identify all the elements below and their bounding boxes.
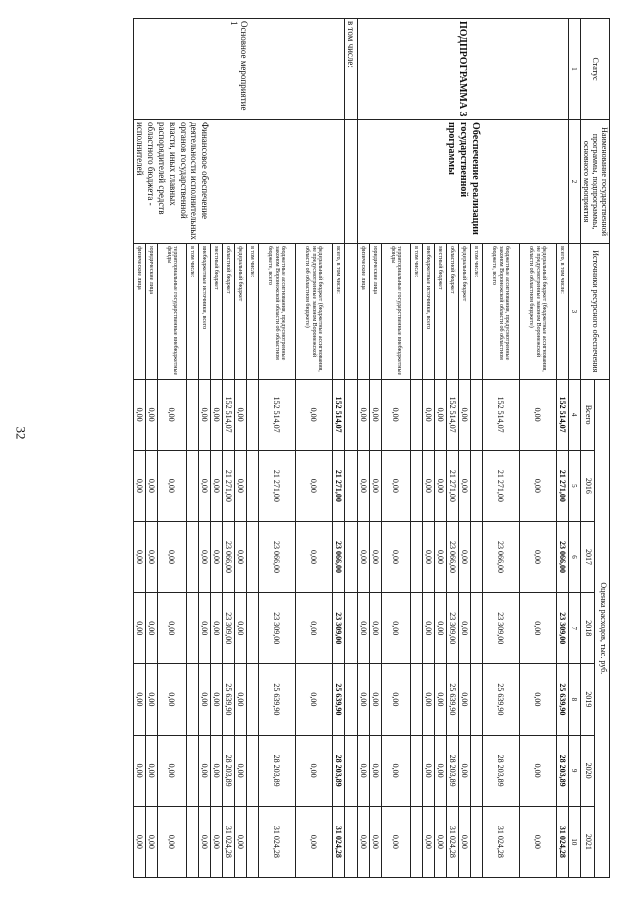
year-value-cell: 0,00 [157,593,186,664]
total-value-cell: 0,00 [145,379,157,450]
header-estimate: Оценка расходов, тыс. руб. [595,379,610,877]
header-year: 2021 [580,806,595,877]
year-value-cell: 0,00 [145,521,157,592]
year-value-cell: 21 271,00 [332,450,344,521]
page-number: 32 [13,426,29,440]
year-value-cell: 0,00 [295,735,332,806]
year-value-cell: 0,00 [145,593,157,664]
year-value-cell: 0,00 [198,521,210,592]
funding-source-cell: в том числе: [246,244,258,380]
funding-source-cell: юридические лица [369,244,381,380]
total-value-cell: 152 514,07 [446,379,458,450]
year-value-cell: 0,00 [369,806,381,877]
year-value-cell: 0,00 [157,521,186,592]
header-name: Наименование государственной программы, подпрограммы, основного мероприятия [580,120,609,244]
total-value-cell: 0,00 [133,379,145,450]
budget-table [133,18,610,878]
year-value-cell: 0,00 [133,450,145,521]
year-value-cell [410,450,422,521]
year-value-cell: 0,00 [357,593,369,664]
empty-cell [344,244,357,380]
year-value-cell: 0,00 [381,521,410,592]
year-value-cell [186,806,198,877]
year-value-cell: 0,00 [422,806,434,877]
year-value-cell [186,521,198,592]
year-value-cell: 0,00 [519,735,556,806]
year-value-cell: 25 639,90 [258,664,295,735]
total-value-cell: 0,00 [198,379,210,450]
year-value-cell: 23 309,00 [482,593,519,664]
column-number: 1 [568,19,580,120]
year-value-cell [246,664,258,735]
year-value-cell: 21 271,00 [446,450,458,521]
year-value-cell: 0,00 [381,735,410,806]
funding-source-cell: федеральный бюджет (бюджетные ассигнования, не предусмотренные законом Воронежской области об областном бюджете) [295,244,332,380]
year-value-cell: 0,00 [198,450,210,521]
total-value-cell [246,379,258,450]
year-value-cell [410,593,422,664]
empty-cell [344,806,357,877]
year-value-cell: 0,00 [434,806,446,877]
year-value-cell: 0,00 [210,735,222,806]
empty-cell [344,120,357,244]
year-value-cell: 0,00 [234,593,246,664]
year-value-cell [246,593,258,664]
year-value-cell: 0,00 [210,521,222,592]
total-value-cell: 0,00 [210,379,222,450]
year-value-cell: 25 639,90 [446,664,458,735]
year-value-cell [246,450,258,521]
year-value-cell: 0,00 [234,735,246,806]
subprogram-block [357,19,568,878]
year-value-cell: 0,00 [357,664,369,735]
year-value-cell: 0,00 [369,664,381,735]
year-value-cell: 0,00 [381,664,410,735]
header-year: 2020 [580,735,595,806]
year-value-cell [470,450,482,521]
year-value-cell [186,593,198,664]
year-value-cell: 31 024,28 [446,806,458,877]
empty-cell [344,735,357,806]
year-value-cell: 0,00 [210,664,222,735]
year-value-cell: 0,00 [295,593,332,664]
funding-source-cell: в том числе: [186,244,198,380]
year-value-cell: 0,00 [145,735,157,806]
column-number: 6 [568,521,580,592]
year-value-cell: 0,00 [133,664,145,735]
total-value-cell [186,379,198,450]
empty-cell [344,664,357,735]
year-value-cell: 23 066,00 [222,521,234,592]
funding-source-cell: в том числе: [470,244,482,380]
year-value-cell: 31 024,28 [482,806,519,877]
year-value-cell: 23 309,00 [446,593,458,664]
year-value-cell: 0,00 [198,593,210,664]
funding-source-cell: физические лица [357,244,369,380]
year-value-cell: 21 271,00 [222,450,234,521]
rotated-page-frame [30,18,610,878]
year-value-cell: 21 271,00 [556,450,568,521]
header-year: 2016 [580,450,595,521]
year-value-cell: 0,00 [519,521,556,592]
year-value-cell: 0,00 [145,664,157,735]
year-value-cell: 0,00 [458,735,470,806]
status-cell: Основное мероприятие 1 [133,19,344,120]
empty-cell [344,521,357,592]
year-value-cell: 0,00 [133,593,145,664]
rotated-table-container [30,18,610,878]
main-activity-block [133,19,344,878]
funding-source-cell: территориальные государственные внебюджетные фонды [381,244,410,380]
year-value-cell: 21 271,00 [258,450,295,521]
year-value-cell: 0,00 [458,450,470,521]
year-value-cell: 28 203,89 [556,735,568,806]
year-value-cell [410,735,422,806]
year-value-cell: 0,00 [145,450,157,521]
header-sources: Источники ресурсного обеспечения [580,244,609,380]
funding-source-cell: юридические лица [145,244,157,380]
year-value-cell: 0,00 [519,664,556,735]
funding-source-cell: в том числе: [410,244,422,380]
year-value-cell: 0,00 [422,593,434,664]
year-value-cell: 0,00 [369,593,381,664]
year-value-cell [470,735,482,806]
year-value-cell: 31 024,28 [332,806,344,877]
year-value-cell: 25 639,90 [332,664,344,735]
funding-source-cell: всего, в том числе: [332,244,344,380]
year-value-cell: 23 066,00 [482,521,519,592]
funding-source-cell: областной бюджет [222,244,234,380]
total-value-cell: 0,00 [369,379,381,450]
year-value-cell [246,735,258,806]
total-value-cell [410,379,422,450]
funding-source-cell: бюджетные ассигнования, предусмотренные законом Воронежской области об областном бюджете, всего [258,244,295,380]
year-value-cell: 23 309,00 [556,593,568,664]
funding-source-cell: всего, в том числе: [556,244,568,380]
total-value-cell: 0,00 [422,379,434,450]
year-value-cell: 0,00 [357,806,369,877]
year-value-cell: 0,00 [198,664,210,735]
funding-source-cell: местный бюджет [210,244,222,380]
year-value-cell: 0,00 [357,735,369,806]
total-value-cell [470,379,482,450]
funding-source-cell: федеральный бюджет (бюджетные ассигнования, не предусмотренные законом Воронежской области об областном бюджете) [519,244,556,380]
year-value-cell: 0,00 [422,735,434,806]
year-value-cell: 0,00 [369,735,381,806]
year-value-cell: 28 203,89 [446,735,458,806]
program-name-cell: Обеспечение реализации государственной программы [357,120,568,244]
year-value-cell: 0,00 [198,806,210,877]
year-value-cell: 0,00 [357,450,369,521]
header-year: 2019 [580,664,595,735]
year-value-cell [470,521,482,592]
year-value-cell: 0,00 [458,593,470,664]
program-name-cell: Финансовое обеспечение деятельности исполнительных органов государственной власти, иных главных распорядителей средств областного бюджета - исполнителей [133,120,344,244]
total-value-cell: 152 514,07 [258,379,295,450]
total-value-cell: 0,00 [357,379,369,450]
year-value-cell [410,664,422,735]
empty-cell [344,593,357,664]
year-value-cell: 25 639,90 [222,664,234,735]
funding-source-cell: внебюджетные источники, всего [198,244,210,380]
year-value-cell: 0,00 [210,450,222,521]
year-value-cell: 0,00 [458,664,470,735]
year-value-cell: 23 066,00 [258,521,295,592]
year-value-cell: 28 203,89 [222,735,234,806]
funding-source-cell: территориальные государственные внебюджетные фонды [157,244,186,380]
total-value-cell: 0,00 [295,379,332,450]
year-value-cell: 0,00 [381,806,410,877]
year-value-cell [246,806,258,877]
year-value-cell: 0,00 [234,521,246,592]
year-value-cell: 23 309,00 [258,593,295,664]
year-value-cell [410,806,422,877]
year-value-cell: 28 203,89 [258,735,295,806]
year-value-cell: 0,00 [434,664,446,735]
gap-block [344,19,357,878]
year-value-cell: 0,00 [133,521,145,592]
column-number: 3 [568,244,580,380]
header-year: 2018 [580,593,595,664]
year-value-cell: 31 024,28 [258,806,295,877]
funding-source-cell: федеральный бюджет [234,244,246,380]
year-value-cell [470,664,482,735]
gap-label: в том числе: [344,19,357,120]
funding-source-cell: бюджетные ассигнования, предусмотренные законом Воронежской области об областном бюджете, всего [482,244,519,380]
year-value-cell: 25 639,90 [482,664,519,735]
year-value-cell [410,521,422,592]
year-value-cell: 0,00 [369,521,381,592]
table-row [332,19,344,878]
year-value-cell: 0,00 [381,593,410,664]
year-value-cell: 0,00 [295,521,332,592]
year-value-cell: 0,00 [458,806,470,877]
total-value-cell: 0,00 [519,379,556,450]
year-value-cell: 0,00 [434,450,446,521]
funding-source-cell: внебюджетные источники, всего [422,244,434,380]
total-value-cell: 0,00 [458,379,470,450]
year-value-cell [470,806,482,877]
year-value-cell [246,521,258,592]
year-value-cell [186,664,198,735]
year-value-cell: 31 024,28 [556,806,568,877]
year-value-cell: 23 066,00 [332,521,344,592]
empty-cell [344,379,357,450]
year-value-cell: 0,00 [234,664,246,735]
status-cell: ПОДПРОГРАММА 3 [357,19,568,120]
column-number: 8 [568,664,580,735]
year-value-cell: 23 066,00 [446,521,458,592]
year-value-cell: 0,00 [434,735,446,806]
header-total: Всего [580,379,595,450]
year-value-cell: 0,00 [295,806,332,877]
column-number: 2 [568,120,580,244]
year-value-cell [186,450,198,521]
year-value-cell: 0,00 [422,450,434,521]
total-value-cell: 152 514,07 [222,379,234,450]
year-value-cell: 0,00 [234,806,246,877]
year-value-cell: 0,00 [234,450,246,521]
empty-cell [344,450,357,521]
total-value-cell: 152 514,07 [482,379,519,450]
year-value-cell: 0,00 [369,450,381,521]
year-value-cell: 0,00 [434,593,446,664]
column-number: 5 [568,450,580,521]
year-value-cell: 0,00 [198,735,210,806]
year-value-cell: 0,00 [295,664,332,735]
year-value-cell: 0,00 [519,593,556,664]
year-value-cell: 0,00 [157,450,186,521]
year-value-cell [186,735,198,806]
column-number: 9 [568,735,580,806]
header-year: 2017 [580,521,595,592]
header-status: Статус [580,19,609,120]
funding-source-cell: федеральный бюджет [458,244,470,380]
year-value-cell [470,593,482,664]
year-value-cell: 23 309,00 [222,593,234,664]
total-value-cell: 0,00 [434,379,446,450]
year-value-cell: 0,00 [145,806,157,877]
year-value-cell: 0,00 [157,664,186,735]
year-value-cell: 0,00 [381,450,410,521]
year-value-cell: 23 066,00 [556,521,568,592]
funding-source-cell: физические лица [133,244,145,380]
year-value-cell: 21 271,00 [482,450,519,521]
year-value-cell: 28 203,89 [482,735,519,806]
total-value-cell: 0,00 [381,379,410,450]
funding-source-cell: местный бюджет [434,244,446,380]
year-value-cell: 0,00 [519,806,556,877]
total-value-cell: 0,00 [157,379,186,450]
year-value-cell: 0,00 [210,806,222,877]
column-number: 4 [568,379,580,450]
year-value-cell: 0,00 [133,806,145,877]
year-value-cell: 0,00 [434,521,446,592]
total-value-cell: 152 514,07 [556,379,568,450]
total-value-cell: 0,00 [234,379,246,450]
year-value-cell: 0,00 [157,735,186,806]
column-number: 7 [568,593,580,664]
funding-source-cell: областной бюджет [446,244,458,380]
year-value-cell: 0,00 [422,521,434,592]
year-value-cell: 25 639,90 [556,664,568,735]
year-value-cell: 23 309,00 [332,593,344,664]
year-value-cell: 0,00 [157,806,186,877]
table-row [556,19,568,878]
year-value-cell: 0,00 [357,521,369,592]
year-value-cell: 0,00 [295,450,332,521]
year-value-cell: 31 024,28 [222,806,234,877]
year-value-cell: 0,00 [458,521,470,592]
year-value-cell: 0,00 [133,735,145,806]
total-value-cell: 152 514,07 [332,379,344,450]
year-value-cell: 0,00 [519,450,556,521]
year-value-cell: 0,00 [422,664,434,735]
year-value-cell: 0,00 [210,593,222,664]
year-value-cell: 28 203,89 [332,735,344,806]
column-number: 10 [568,806,580,877]
